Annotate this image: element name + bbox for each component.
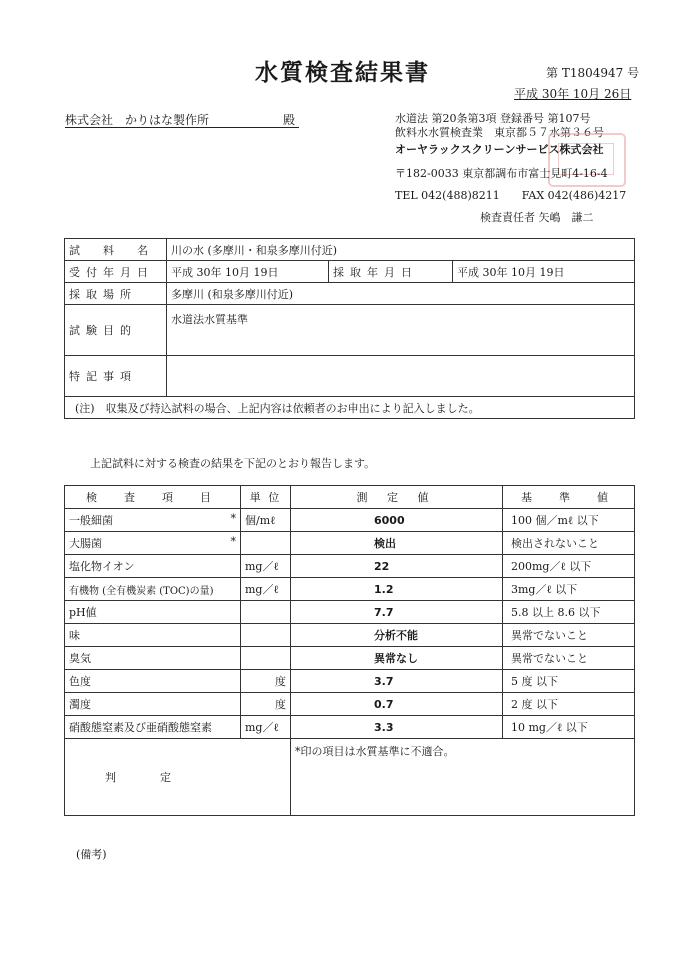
- table-row: [65, 532, 635, 555]
- issue-date: 平成 30年 10月 26日: [514, 87, 632, 101]
- row-value: 7.7: [291, 601, 503, 624]
- row-unit: mg／ℓ: [241, 716, 291, 739]
- row-unit: 度: [241, 693, 291, 716]
- table-row: [65, 578, 635, 601]
- test-purpose-value: 水道法水質基準: [167, 305, 635, 356]
- row-value: 22: [291, 555, 503, 578]
- row-item: 硝酸態窒素及び亜硝酸態窒素: [65, 716, 241, 739]
- row-item: 有機物 (全有機炭素 (TOC)の量): [65, 578, 241, 601]
- row-value: 1.2: [291, 578, 503, 601]
- row-standard: 2 度 以下: [503, 693, 635, 716]
- judgement-label: 判 定: [65, 739, 291, 816]
- received-date-value: 平成 30年 10月 19日: [167, 261, 329, 283]
- row-item: 濁度: [65, 693, 241, 716]
- collected-date-label: 採取年月日: [329, 261, 453, 283]
- row-standard: 100 個／mℓ 以下: [503, 509, 635, 532]
- row-unit: mg／ℓ: [241, 555, 291, 578]
- row-item: pH値: [65, 601, 241, 624]
- row-unit: [241, 601, 291, 624]
- info-row-place: [65, 283, 635, 305]
- collected-date-value: 平成 30年 10月 19日: [453, 261, 635, 283]
- nonconform-mark: *: [230, 512, 236, 525]
- nonconform-mark: *: [230, 535, 236, 548]
- row-standard: 10 mg／ℓ 以下: [503, 716, 635, 739]
- info-note: (注) 収集及び持込試料の場合、上記内容は依頼者のお申出により記入しました。: [65, 397, 635, 419]
- row-unit: 度: [241, 670, 291, 693]
- header-value: 測 定 値: [291, 486, 503, 509]
- header-item: 検 査 項 目: [65, 486, 241, 509]
- inspection-manager: 検査責任者 矢嶋 謙二: [480, 211, 594, 224]
- sample-name-label: 試 料 名: [65, 239, 167, 261]
- row-unit: 個/mℓ: [241, 509, 291, 532]
- table-row: [65, 555, 635, 578]
- info-row-dates: [65, 261, 635, 283]
- table-row: [65, 693, 635, 716]
- row-unit: [241, 647, 291, 670]
- row-item: 一般細菌 *: [65, 509, 241, 532]
- row-value: 3.3: [291, 716, 503, 739]
- judgement-row: [65, 739, 635, 816]
- row-value: 異常なし: [291, 647, 503, 670]
- row-standard: 異常でないこと: [503, 624, 635, 647]
- collection-place-label: 採取場所: [65, 283, 167, 305]
- row-unit: mg／ℓ: [241, 578, 291, 601]
- row-unit: [241, 624, 291, 647]
- row-item: 塩化物イオン: [65, 555, 241, 578]
- row-item: 臭気: [65, 647, 241, 670]
- honorific: 殿: [283, 113, 296, 127]
- row-value: 0.7: [291, 693, 503, 716]
- document-number: 第 T1804947 号: [546, 66, 640, 80]
- collection-place-value: 多摩川 (和泉多摩川付近): [167, 283, 635, 305]
- info-row-note: [65, 397, 635, 419]
- judgement-text: *印の項目は水質基準に不適合。: [291, 739, 635, 816]
- remarks-label: (備考): [76, 848, 107, 861]
- document-title: 水質検査結果書: [255, 60, 430, 86]
- issuer-phone-fax: TEL 042(488)8211 FAX 042(486)4217: [395, 189, 627, 202]
- info-row-remarks: [65, 356, 635, 397]
- row-standard: 5.8 以上 8.6 以下: [503, 601, 635, 624]
- row-item: 味: [65, 624, 241, 647]
- row-value: 3.7: [291, 670, 503, 693]
- test-purpose-label: 試験目的: [65, 305, 167, 356]
- received-date-label: 受付年月日: [65, 261, 167, 283]
- report-statement: 上記試料に対する検査の結果を下記のとおり報告します。: [90, 457, 376, 470]
- row-value: 6000: [291, 509, 503, 532]
- table-row: [65, 670, 635, 693]
- row-standard: 検出されないこと: [503, 532, 635, 555]
- results-header-row: [65, 486, 635, 509]
- results-table: [64, 485, 635, 816]
- addressee: 株式会社 かりはな製作所: [65, 113, 210, 127]
- row-item: 大腸菌 *: [65, 532, 241, 555]
- sample-name-value: 川の水 (多摩川・和泉多摩川付近): [167, 239, 635, 261]
- row-item: 色度: [65, 670, 241, 693]
- row-standard: 200mg／ℓ 以下: [503, 555, 635, 578]
- issuer-company: オーヤラックスクリーンサービス株式会社: [395, 143, 604, 156]
- info-row-purpose: [65, 305, 635, 356]
- table-row: [65, 716, 635, 739]
- header-unit: 単 位: [241, 486, 291, 509]
- row-value: 検出: [291, 532, 503, 555]
- sample-info-table: [64, 238, 635, 419]
- row-standard: 5 度 以下: [503, 670, 635, 693]
- header-standard: 基 準 値: [503, 486, 635, 509]
- row-unit: [241, 532, 291, 555]
- special-notes-label: 特記事項: [65, 356, 167, 397]
- addressee-underline: [65, 127, 299, 128]
- row-standard: 3mg／ℓ 以下: [503, 578, 635, 601]
- registration-line-1: 水道法 第20条第3項 登録番号 第107号: [395, 112, 591, 125]
- registration-line-2: 飲料水水質検査業 東京都５７水第３６号: [395, 126, 604, 139]
- table-row: [65, 624, 635, 647]
- row-standard: 異常でないこと: [503, 647, 635, 670]
- table-row: [65, 601, 635, 624]
- issuer-address: 〒182-0033 東京都調布市富士見町4-16-4: [395, 167, 608, 180]
- special-notes-value: [167, 356, 635, 397]
- info-row-sample: [65, 239, 635, 261]
- table-row: [65, 509, 635, 532]
- row-value: 分析不能: [291, 624, 503, 647]
- table-row: [65, 647, 635, 670]
